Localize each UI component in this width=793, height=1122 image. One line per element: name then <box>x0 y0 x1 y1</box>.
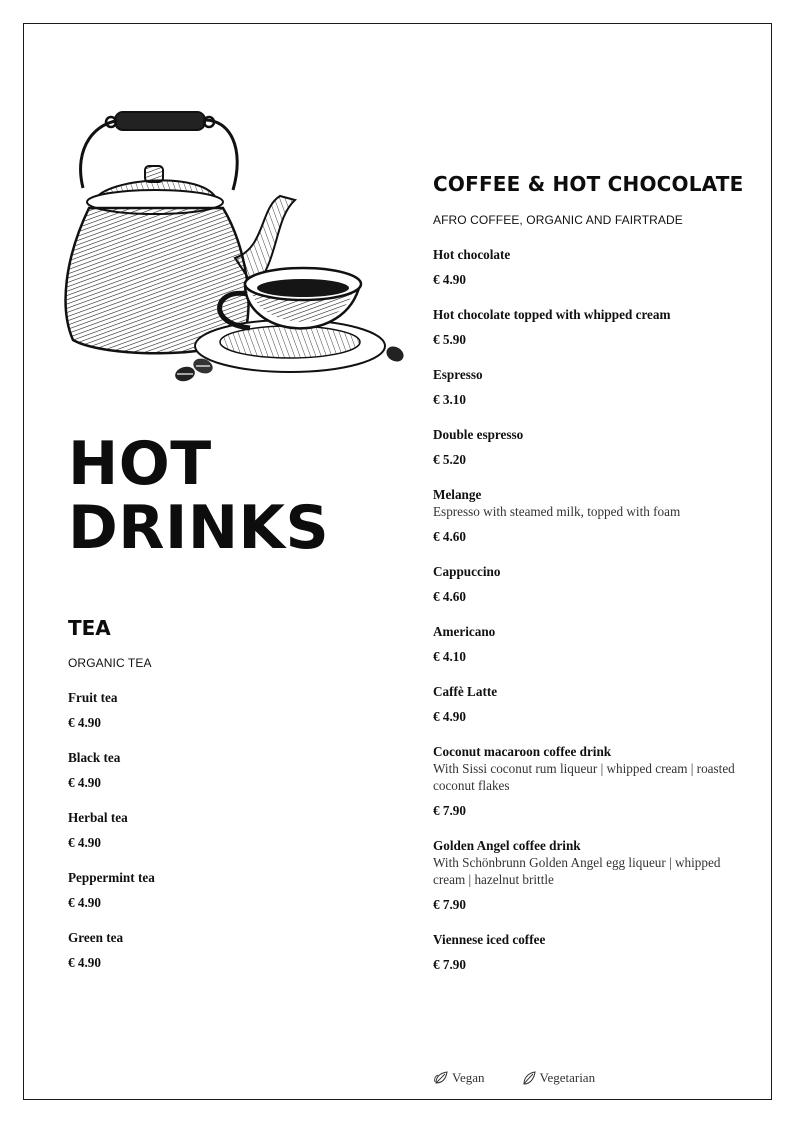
kettle-cup-illustration <box>55 108 415 390</box>
menu-item-price: € 7.90 <box>433 897 466 912</box>
menu-item-name: Americano <box>433 624 496 639</box>
menu-item <box>433 487 753 545</box>
menu-item-name: Melange <box>433 487 482 502</box>
menu-item-price: € 4.90 <box>68 775 101 790</box>
menu-item-name: Black tea <box>68 750 121 765</box>
menu-item <box>68 690 368 731</box>
menu-item-price: € 7.90 <box>433 957 466 972</box>
menu-item-name: Golden Angel coffee drink <box>433 838 581 853</box>
menu-item-name: Viennese iced coffee <box>433 932 546 947</box>
menu-item-price: € 5.90 <box>433 332 466 347</box>
menu-item-price: € 5.20 <box>433 452 466 467</box>
menu-item <box>433 427 753 468</box>
menu-item-name: Cappuccino <box>433 564 501 579</box>
menu-item <box>433 367 753 408</box>
leaf-outline-icon <box>521 1070 537 1086</box>
menu-item <box>433 684 753 725</box>
legend-vegan-label: Vegan <box>452 1070 485 1085</box>
menu-item <box>433 247 753 288</box>
tea-section <box>68 616 368 990</box>
legend-vegan <box>433 1070 485 1086</box>
page-title-line-1: HOT <box>68 429 212 499</box>
menu-item-price: € 4.90 <box>68 895 101 910</box>
menu-item <box>433 307 753 348</box>
menu-item-name: Hot chocolate <box>433 247 511 262</box>
menu-item-name: Double espresso <box>433 427 524 442</box>
page-title-line-2: DRINKS <box>68 493 330 563</box>
menu-item-price: € 7.90 <box>433 803 466 818</box>
menu-item <box>433 564 753 605</box>
menu-item <box>68 870 368 911</box>
coffee-section-title: COFFEE & HOT CHOCOLATE <box>433 172 744 196</box>
menu-item-name: Green tea <box>68 930 124 945</box>
menu-item-price: € 4.60 <box>433 529 466 544</box>
menu-item-price: € 4.90 <box>68 955 101 970</box>
menu-item <box>433 744 753 819</box>
menu-item <box>433 932 753 973</box>
tea-section-title: TEA <box>68 616 111 640</box>
menu-item-name: Fruit tea <box>68 690 118 705</box>
menu-item-price: € 4.90 <box>68 835 101 850</box>
menu-item-name: Caffè Latte <box>433 684 498 699</box>
menu-item-price: € 4.90 <box>433 709 466 724</box>
page-title <box>68 429 330 563</box>
menu-item-price: € 3.10 <box>433 392 466 407</box>
leaf-icon <box>433 1070 449 1086</box>
coffee-section-subtitle: AFRO COFFEE, ORGANIC AND FAIRTRADE <box>433 213 683 227</box>
menu-item-name: Peppermint tea <box>68 870 155 885</box>
menu-item-price: € 4.90 <box>433 272 466 287</box>
menu-item-description: Espresso with steamed milk, topped with foam <box>433 504 681 519</box>
menu-item-description: With Sissi coconut rum liqueur | whipped cream | roasted coconut flakes <box>433 761 735 793</box>
menu-item-price: € 4.90 <box>68 715 101 730</box>
legend-vegetarian-label: Vegetarian <box>539 1070 596 1085</box>
tea-section-subtitle: ORGANIC TEA <box>68 656 152 670</box>
coffee-section <box>433 171 753 992</box>
menu-item-name: Herbal tea <box>68 810 128 825</box>
menu-item-description: With Schönbrunn Golden Angel egg liqueur | whipped cream | hazelnut brittle <box>433 855 721 887</box>
legend-vegetarian <box>521 1070 596 1086</box>
coffee-item-list <box>433 247 753 973</box>
menu-item-price: € 4.60 <box>433 589 466 604</box>
menu-item-name: Coconut macaroon coffee drink <box>433 744 612 759</box>
menu-item <box>433 624 753 665</box>
diet-legend <box>433 1070 631 1086</box>
menu-item-name: Hot chocolate topped with whipped cream <box>433 307 671 322</box>
menu-item-price: € 4.10 <box>433 649 466 664</box>
menu-item-name: Espresso <box>433 367 483 382</box>
menu-item <box>68 810 368 851</box>
tea-item-list <box>68 690 368 971</box>
menu-item <box>433 838 753 913</box>
menu-item <box>68 750 368 791</box>
menu-item <box>68 930 368 971</box>
